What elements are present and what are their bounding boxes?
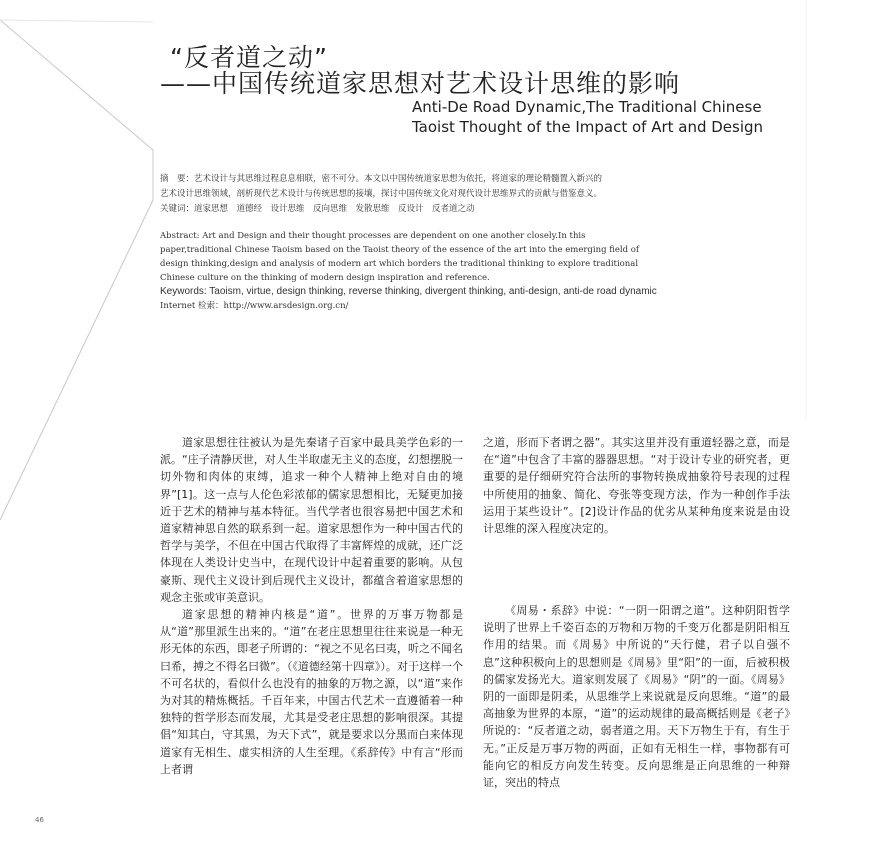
abstract-cn-line: 艺术设计思维领域，剖析现代艺术设计与传统思想的接壤，探讨中国传统文化对现代设计思维界式的贡献与借鉴意义。 xyxy=(160,189,603,199)
abstract-cn-line: 摘 要：艺术设计与其思维过程息息相联，密不可分。本文以中国传统道家思想为依托，将道家的理论精髓置入新兴的 xyxy=(160,174,603,184)
keywords-en: Keywords: Taoism, virtue, design thinking, reverse thinking, divergent thinking, anti-design, anti-de road dynamic xyxy=(160,286,657,297)
english-title-line1: Anti-De Road Dynamic,The Traditional Chinese xyxy=(412,98,762,116)
keywords-cn: 关键词：道家思想 道德经 设计思维 反向思维 发散思维 反设计 反者道之动 xyxy=(160,204,475,214)
fold-line-top xyxy=(0,20,153,200)
english-title-line2: Taoist Thought of the Impact of Art and Design xyxy=(412,118,764,136)
fold-line-bottom xyxy=(0,200,153,520)
body-paragraph: 道家思想的精神内核是“道”。世界的万事万物都是从“道”那里派生出来的。“道”在老庄思想里往往来说是一种无形无体的东西，即老子所谓的：“视之不见名曰夷，听之不闻名曰希，搏之不得名曰微”。（《道德经第十四章》）。对于这样一个不可名状的，看似什么也没有的抽象的万物之源，以“道”来作为对其的精炼概括。千百年来，中国古代艺术一直遵循着一种独特的哲学形态而发展，尤其是受老庄思想的影响很深。其提倡“知其白，守其黑，为天下式”，就是要求以分黑而白来体现道家有无相生、虚实相济的人生至理。《系辞传》中有言“形而上者谓 xyxy=(160,608,463,776)
gutter-rule xyxy=(0,20,153,22)
body-column-left xyxy=(160,434,463,778)
page-number: 46 xyxy=(35,816,44,824)
abstract-en-line: design thinking,design and analysis of modern art which borders the traditional thinking to explore traditional xyxy=(160,259,639,269)
body-column-right-bottom xyxy=(483,602,790,791)
abstract-en-line: paper,traditional Chinese Taoism based on the Taoist theory of the essence of the art into the emerging field of xyxy=(160,245,640,255)
article-title-line2: ——中国传统道家思想对艺术设计思维的影响 xyxy=(160,69,681,98)
body-column-right-top xyxy=(483,434,790,537)
body-paragraph: 之道，形而下者谓之器”。其实这里并没有重道轻器之意，而是在“道”中包含了丰富的器器思想。“对于设计专业的研究者，更重要的是仔细研究符合法所的事物转换成抽象符号表现的过程中所使用的抽象、简化、夸张等变现方法，作为一种创作手法运用于某些设计”。[2]设计作品的优劣从某种角度来说是由设计思维的深入程度决定的。 xyxy=(483,436,790,536)
article-title-line1: “反者道之动” xyxy=(170,43,328,72)
body-paragraph: 道家思想往往被认为是先秦诸子百家中最具美学色彩的一派。“庄子清静厌世，对人生半取虚无主义的态度，幻想摆脱一切外物和肉体的束缚，追求一种个人精神上绝对自由的境界”[1]。这一点与人伦色彩浓郁的儒家思想相比，无疑更加接近于艺术的精神与基本特征。当代学者也很容易把中国艺术和道家精神思自然的联系到一起。道家思想作为一种中国古代的哲学与美学，不但在中国古代取得了丰富辉煌的成就，还广泛体现在人类设计史当中，在现代设计中起着重要的影响。从包豪斯、现代主义设计到后现代主义设计，都蕴含着道家思想的观念主张或审美意识。 xyxy=(160,436,463,604)
abstract-block xyxy=(160,172,800,313)
internet-reference: Internet 检索：http://www.arsdesign.org.cn/ xyxy=(160,301,349,311)
body-paragraph: 《周易・系辞》中说：“一阴一阳谓之道”。这种阴阳哲学说明了世界上千姿百态的万物和万物的千变万化都是阴阳相互作用的结果。而《周易》中所说的“天行健，君子以自强不息”这种积极向上的思想则是《周易》里“阳”的一面，后被积极的儒家发扬光大。道家则发展了《周易》“阴”的一面。《周易》阴的一面即是阴柔，从思维学上来说就是反向思维。“道”的最高抽象为世界的本原，“道”的运动规律的最高概括则是《老子》所说的：“反者道之动，弱者道之用。天下万物生于有，有生于无。”正反是万事万物的两面，正如有无相生一样，事物都有可能向它的相反方向发生转变。反向思维是正向思维的一种辩证，突出的特点 xyxy=(483,604,790,790)
english-title xyxy=(412,97,832,137)
abstract-en-line: Chinese culture on the thinking of modern design inspiration and reference. xyxy=(160,273,490,283)
abstract-en-line: Abstract: Art and Design and their thought processes are dependent on one another closely.In this xyxy=(160,231,586,241)
